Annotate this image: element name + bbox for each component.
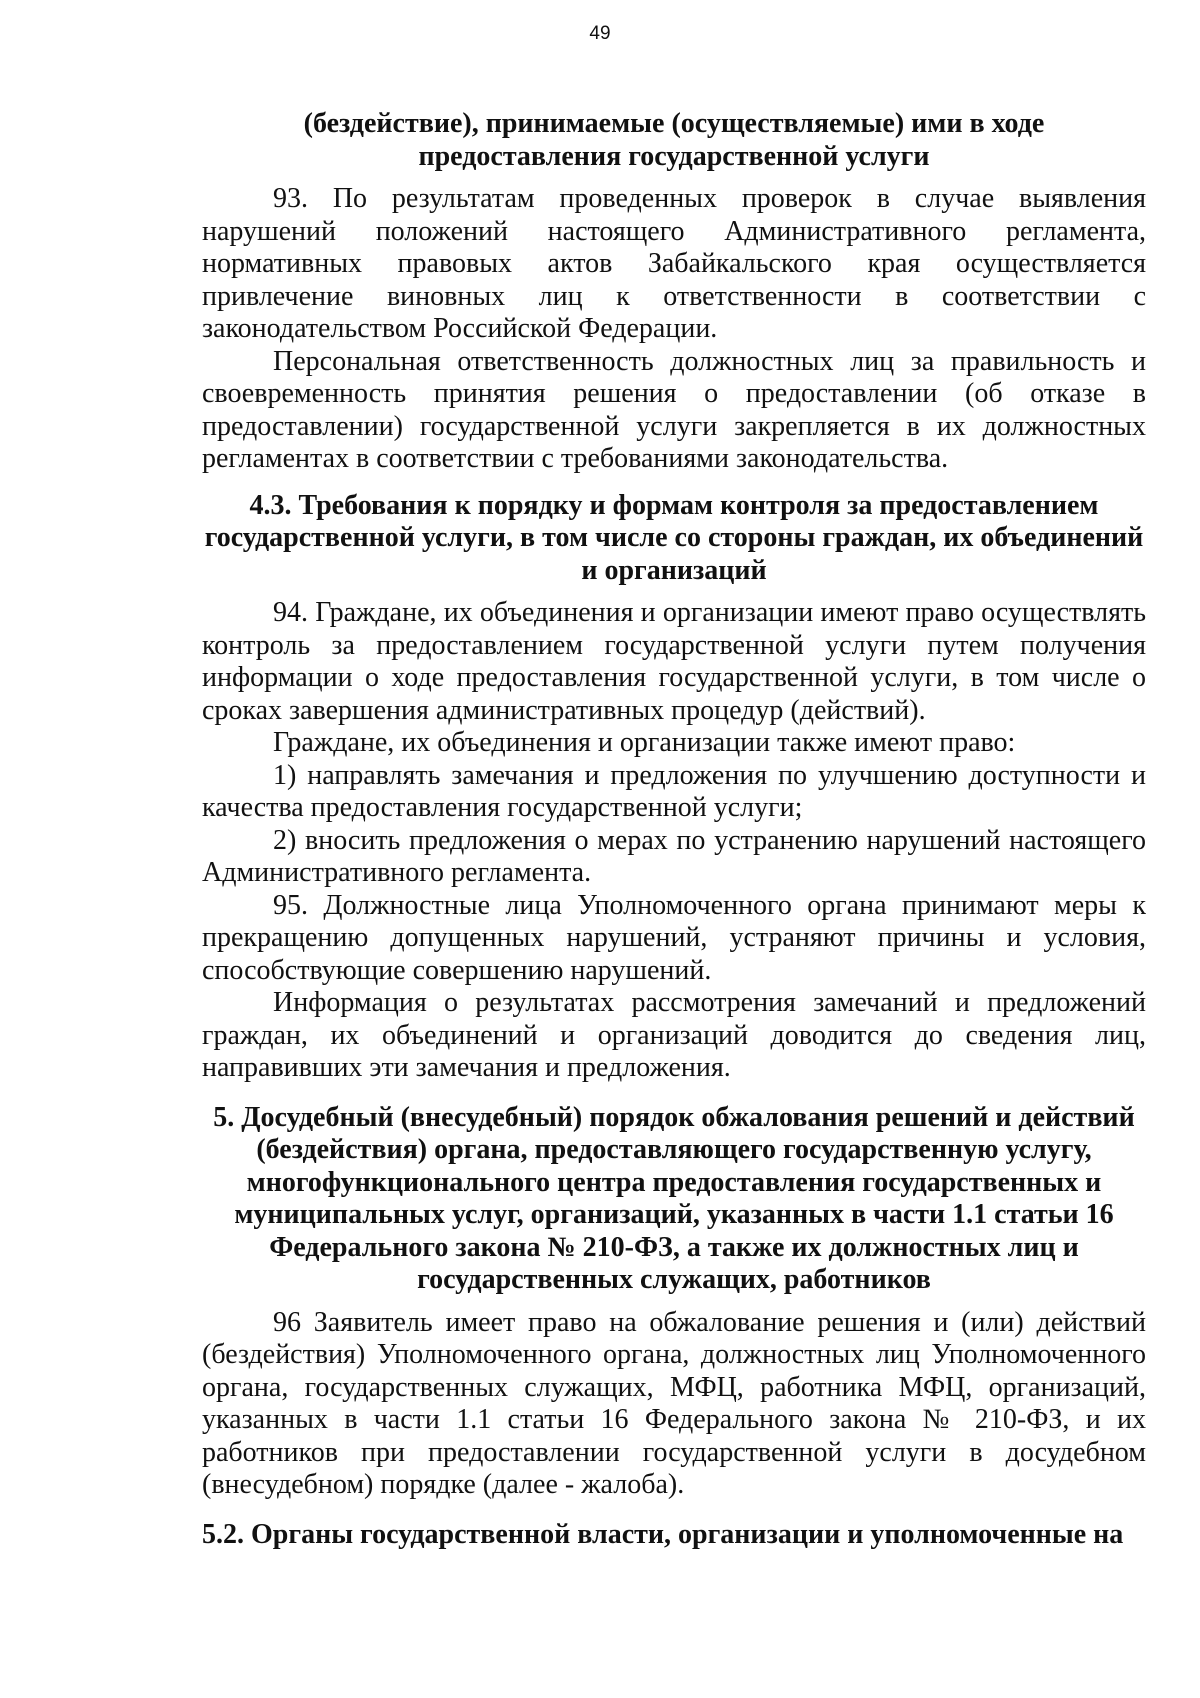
section-heading-continued: (бездействие), принимаемые (осуществляемые) ими в ходе предоставления государственной услуги [303,108,1045,172]
paragraph-rights: Граждане, их объединения и организации также имеют право: [273,727,1016,758]
section-heading-4-3: 4.3. Требования к порядку и формам контроля за предоставлением государственной услуги, в том числе со стороны граждан, их объединений и организаций [204,489,1144,586]
paragraph-responsibility: Персональная ответственность должностных лиц за правильность и своевременность принятия решения о предоставлении (об отказе в предоставлении) государственной услуги закрепляется в их должностных регламентах в соответствии с требованиями законодательства. [202,345,1146,474]
list-item-1: 1) направлять замечания и предложения по улучшению доступности и качества предоставления государственной услуги; [202,759,1146,823]
paragraph-95: 95. Должностные лица Уполномоченного органа принимают меры к прекращению допущенных нарушений, устраняют причины и условия, способствующие совершению нарушений. [202,889,1146,986]
paragraph-94: 94. Граждане, их объединения и организации имеют право осуществлять контроль за предоставлением государственной услуги путем получения информации о ходе предоставления государственной услуги, в том числе о сроках завершения административных процедур (действий). [202,597,1146,726]
list-item-2: 2) вносить предложения о мерах по устранению нарушений настоящего Административного регламента. [202,824,1146,888]
paragraph-93: 93. По результатам проведенных проверок в случае выявления нарушений положений настоящего Административного регламента, нормативных правовых актов Забайкальского края осуществляется привлечение виновных лиц к ответственности в соответствии с законодательством Российской Федерации. [202,183,1146,344]
paragraph-information: Информация о результатах рассмотрения замечаний и предложений граждан, их объединений и организаций доводится до сведения лиц, направивших эти замечания и предложения. [202,987,1146,1083]
paragraph-96: 96 Заявитель имеет право на обжалование решения и (или) действий (бездействия) Уполномоченного органа, должностных лиц Уполномоченного органа, государственных служащих, МФЦ, работника МФЦ, организаций, указанных в части 1.1 статьи 16 Федерального закона № 210-ФЗ, и их работников при предоставлении государственной услуги в досудебном (внесудебном) порядке (далее - жалоба). [202,1306,1146,1500]
page-content [202,108,1146,1551]
section-heading-5-2: 5.2. Органы государственной власти, организации и уполномоченные на [202,1518,1124,1550]
section-heading-5: 5. Досудебный (внесудебный) порядок обжалования решений и действий (бездействия) органа, предоставляющего государственную услугу, многофункционального центра предоставления государственных и муниципальных услуг, организаций, указанных в части 1.1 статьи 16 Федерального закона № 210-ФЗ, а также их должностных лиц и государственных служащих, работников [213,1101,1135,1295]
page-number: 49 [589,23,611,44]
